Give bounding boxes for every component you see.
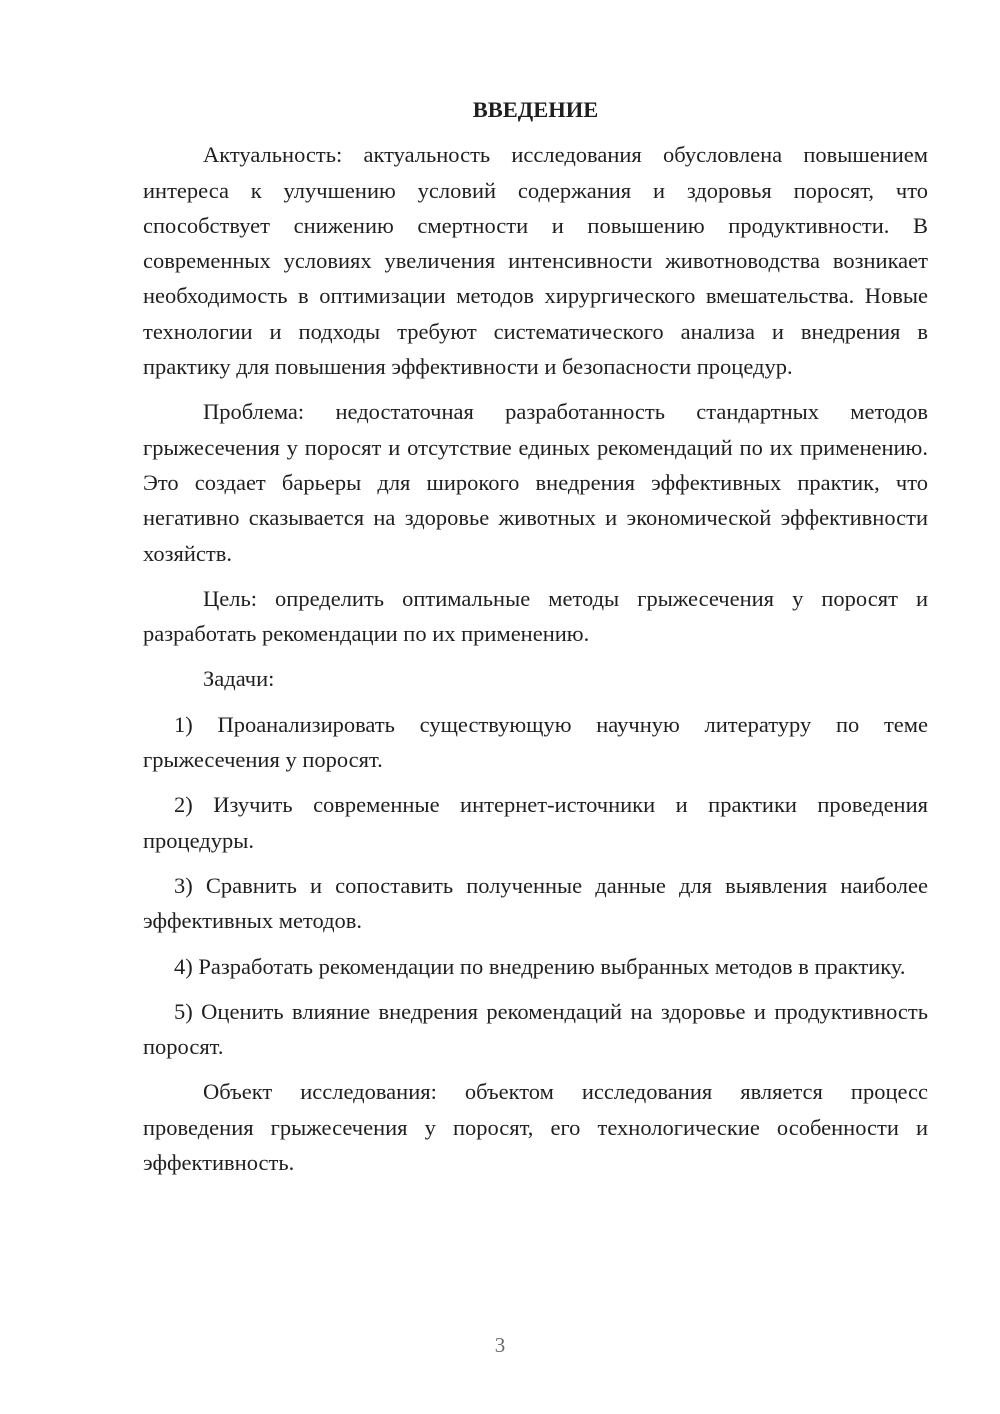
- page-content: [143, 92, 928, 1180]
- relevance-paragraph: Актуальность: актуальность исследования обусловлена повышением интереса к улучшению условий содержания и здоровья поросят, что способствует снижению смертности и повышению продуктивности. В современных условиях увеличения интенсивности животноводства возникает необходимость в оптимизации методов хирургического вмешательства. Новые технологии и подходы требуют систематического анализа и внедрения в практику для повышения эффективности и безопасности процедур.: [143, 142, 928, 380]
- task-item-4: 4) Разработать рекомендации по внедрению выбранных методов в практику.: [174, 953, 906, 979]
- task-item-3: 3) Сравнить и сопоставить полученные данные для выявления наиболее эффективных методов.: [143, 872, 928, 934]
- task-item-5: 5) Оценить влияние внедрения рекомендаций на здоровье и продуктивность поросят.: [143, 998, 928, 1060]
- object-paragraph: Объект исследования: объектом исследования является процесс проведения грыжесечения у поросят, его технологические особенности и эффективность.: [143, 1079, 928, 1176]
- task-item-1: 1) Проанализировать существующую научную литературу по теме грыжесечения у поросят.: [143, 711, 928, 773]
- tasks-heading: Задачи:: [203, 666, 275, 692]
- goal-paragraph: Цель: определить оптимальные методы грыжесечения у поросят и разработать рекомендации по их применению.: [143, 585, 928, 647]
- section-heading: ВВЕДЕНИЕ: [472, 97, 599, 122]
- page-number: 3: [494, 1333, 506, 1357]
- task-item-2: 2) Изучить современные интернет-источники и практики проведения процедуры.: [143, 792, 928, 853]
- problem-paragraph: Проблема: недостаточная разработанность стандартных методов грыжесечения у поросят и отсутствие единых рекомендаций по их применению. Это создает барьеры для широкого внедрения эффективных практик, что негативно сказывается на здоровье животных и экономической эффективности хозяйств.: [143, 399, 928, 566]
